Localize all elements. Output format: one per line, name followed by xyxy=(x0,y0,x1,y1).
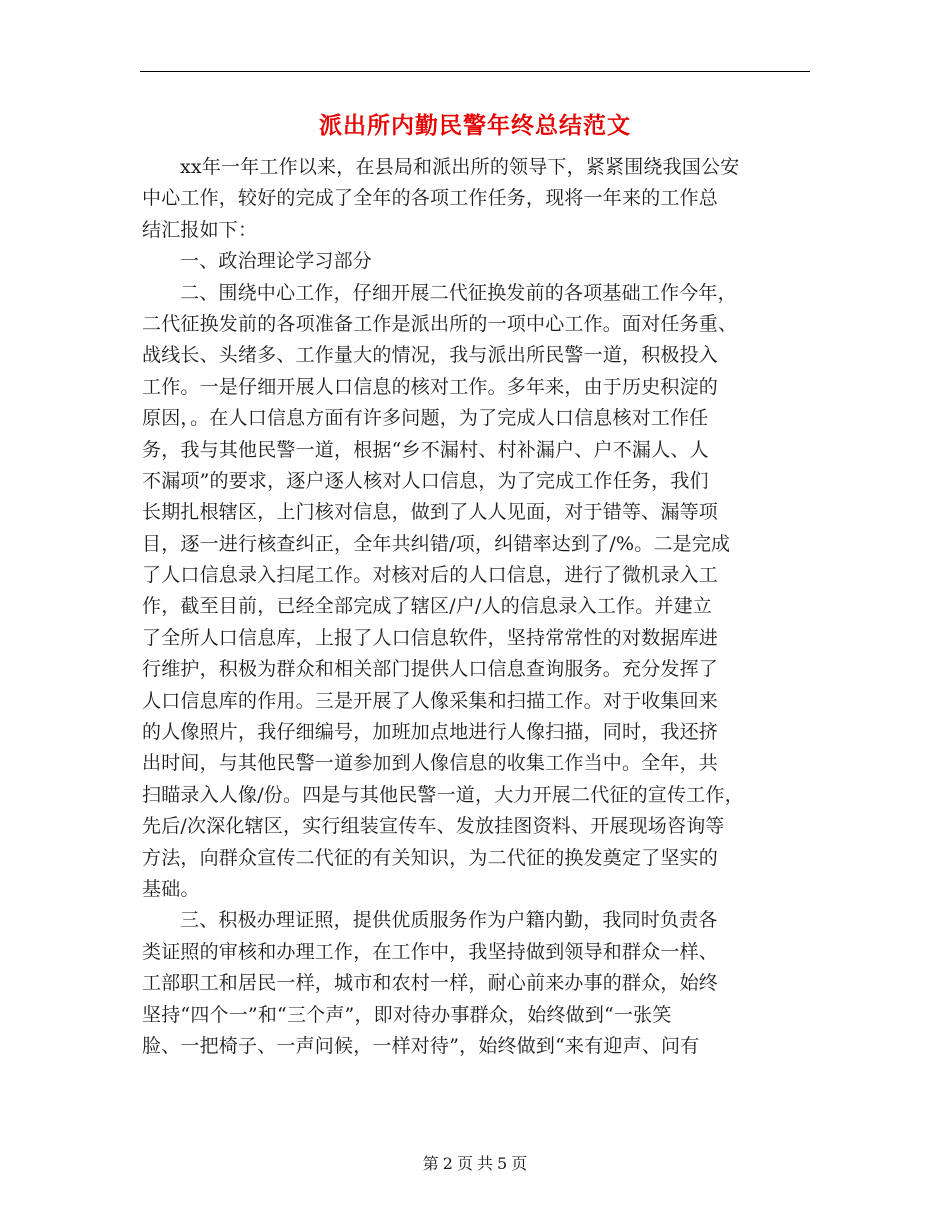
body-line: 了人口信息录入扫尾工作。对核对后的人口信息，进行了微机录入工 xyxy=(142,564,719,587)
body-line: 行维护，积极为群众和相关部门提供人口信息查询服务。充分发挥了 xyxy=(142,658,719,681)
body-line: 二代征换发前的各项准备工作是派出所的一项中心工作。面对任务重、 xyxy=(142,312,738,335)
body-line: 战线长、头绪多、工作量大的情况，我与派出所民警一道，积极投入 xyxy=(142,344,719,367)
body-line: 工作。一是仔细开展人口信息的核对工作。多年来，由于历史积淀的 xyxy=(142,375,719,398)
header-rule xyxy=(140,71,810,72)
body-line: 出时间，与其他民警一道参加到人像信息的收集工作当中。全年，共 xyxy=(142,752,719,775)
body-line: 不漏项”的要求，逐户逐人核对人口信息，为了完成工作任务，我们 xyxy=(142,469,709,492)
body-line: 一、政治理论学习部分 xyxy=(180,250,373,273)
document-title: 派出所内勤民警年终总结范文 xyxy=(319,113,631,139)
body-line: 先后/次深化辖区，实行组装宣传车、发放挂图资料、开展现场咨询等 xyxy=(142,815,725,838)
body-line: 方法，向群众宣传二代征的有关知识，为二代征的换发奠定了坚实的 xyxy=(142,846,719,869)
footer-current-page: 2 xyxy=(442,1154,453,1173)
body-line: 扫瞄录入人像/份。四是与其他民警一道，大力开展二代征的宣传工作， xyxy=(142,783,744,806)
footer-middle: 共 xyxy=(477,1154,494,1173)
body-line: 脸、一把椅子、一声问候，一样对待”，始终做到“来有迎声、问有 xyxy=(142,1034,700,1057)
body-line: 三、积极办理证照，提供优质服务作为户籍内勤，我同时负责各 xyxy=(180,909,718,932)
body-line: 二、围绕中心工作，仔细开展二代征换发前的各项基础工作今年， xyxy=(180,281,737,304)
document-body xyxy=(142,152,812,1062)
body-line: 类证照的审核和办理工作，在工作中，我坚持做到领导和群众一样、 xyxy=(142,940,719,963)
footer-page-unit: 页 xyxy=(456,1154,473,1173)
footer-total-pages: 5 xyxy=(497,1154,508,1173)
body-line: 人口信息库的作用。三是开展了人像采集和扫描工作。对于收集回来 xyxy=(142,689,719,712)
body-line: 长期扎根辖区，上门核对信息，做到了人人见面，对于错等、漏等项 xyxy=(142,501,719,524)
body-line: xx年一年工作以来，在县局和派出所的领导下，紧紧围绕我国公安 xyxy=(180,156,740,178)
body-line: 了全所人口信息库，上报了人口信息软件，坚持常常性的对数据库进 xyxy=(142,626,719,649)
body-line: 作，截至目前，已经全部完成了辖区/户/人的信息录入工作。并建立 xyxy=(142,595,713,618)
body-line: 的人像照片，我仔细编号，加班加点地进行人像扫描，同时，我还挤 xyxy=(142,721,719,744)
body-line: 工部职工和居民一样，城市和农村一样，耐心前来办事的群众，始终 xyxy=(142,972,719,995)
body-line: 坚持“四个一”和“三个声”，即对待办事群众，始终做到“一张笑 xyxy=(142,1003,672,1026)
footer-prefix: 第 xyxy=(422,1154,439,1173)
body-line: 原因，。在人口信息方面有许多问题，为了完成人口信息核对工作任 xyxy=(142,407,709,430)
page-footer xyxy=(0,1152,950,1176)
body-line: 基础。 xyxy=(142,877,200,900)
body-line: 结汇报如下： xyxy=(142,218,258,241)
footer-suffix: 页 xyxy=(511,1154,528,1173)
body-line: 中心工作，较好的完成了全年的各项工作任务，现将一年来的工作总 xyxy=(142,187,719,210)
body-line: 目，逐一进行核查纠正，全年共纠错/项，纠错率达到了/%。二是完成 xyxy=(142,532,731,555)
body-line: 务，我与其他民警一道，根据“乡不漏村、村补漏户、户不漏人、人 xyxy=(142,438,709,461)
